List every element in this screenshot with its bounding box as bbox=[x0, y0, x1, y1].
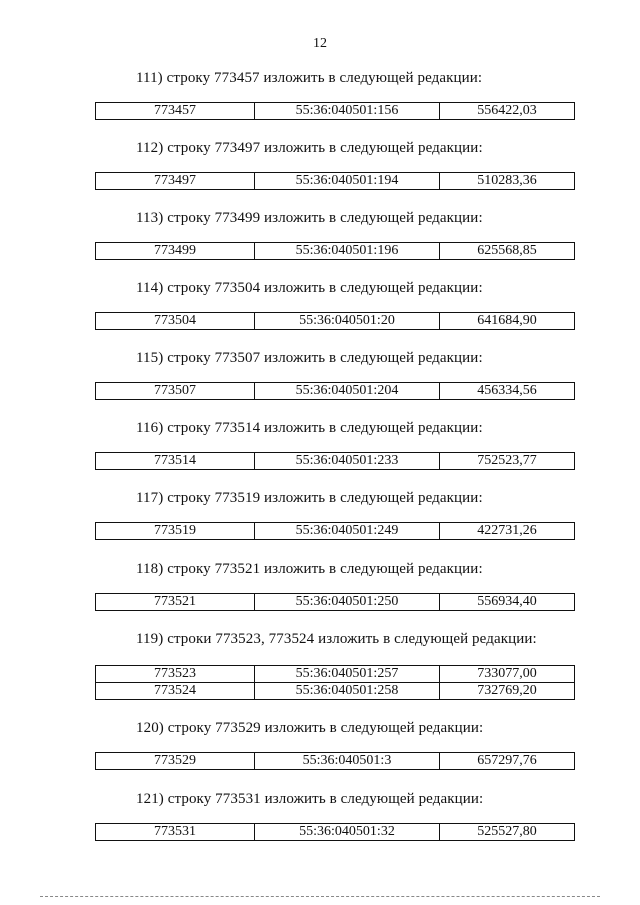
row-code: 773499 bbox=[96, 243, 255, 260]
table-row bbox=[96, 103, 575, 120]
amendment-table bbox=[95, 522, 575, 540]
row-code: 773507 bbox=[96, 383, 255, 400]
table-row bbox=[96, 523, 575, 540]
row-value: 733077,00 bbox=[440, 666, 575, 683]
row-code: 773519 bbox=[96, 523, 255, 540]
row-cadastral-number: 55:36:040501:233 bbox=[255, 453, 440, 470]
amendment-heading: 115) строку 773507 изложить в следующей редакции: bbox=[136, 350, 483, 366]
amendment-heading: 120) строку 773529 изложить в следующей редакции: bbox=[136, 720, 484, 736]
amendment-table bbox=[95, 172, 575, 190]
amendment-table bbox=[95, 312, 575, 330]
row-cadastral-number: 55:36:040501:204 bbox=[255, 383, 440, 400]
row-code: 773521 bbox=[96, 594, 255, 611]
table-row bbox=[96, 824, 575, 841]
amendment-heading: 111) строку 773457 изложить в следующей редакции: bbox=[136, 70, 483, 86]
page-bottom-divider bbox=[40, 896, 600, 897]
row-cadastral-number: 55:36:040501:3 bbox=[255, 753, 440, 770]
row-code: 773524 bbox=[96, 683, 255, 700]
row-cadastral-number: 55:36:040501:20 bbox=[255, 313, 440, 330]
row-code: 773529 bbox=[96, 753, 255, 770]
amendment-table bbox=[95, 382, 575, 400]
amendment-heading: 119) строки 773523, 773524 изложить в следующей редакции: bbox=[136, 631, 537, 647]
row-code: 773457 bbox=[96, 103, 255, 120]
amendment-heading: 118) строку 773521 изложить в следующей редакции: bbox=[136, 561, 483, 577]
amendment-table bbox=[95, 593, 575, 611]
amendment-table bbox=[95, 102, 575, 120]
table-row bbox=[96, 383, 575, 400]
page-number: 12 bbox=[313, 36, 327, 51]
row-cadastral-number: 55:36:040501:196 bbox=[255, 243, 440, 260]
table-row bbox=[96, 243, 575, 260]
row-code: 773504 bbox=[96, 313, 255, 330]
row-value: 625568,85 bbox=[440, 243, 575, 260]
row-value: 556422,03 bbox=[440, 103, 575, 120]
row-cadastral-number: 55:36:040501:32 bbox=[255, 824, 440, 841]
row-value: 556934,40 bbox=[440, 594, 575, 611]
amendment-table bbox=[95, 452, 575, 470]
amendment-heading: 114) строку 773504 изложить в следующей редакции: bbox=[136, 280, 483, 296]
row-value: 510283,36 bbox=[440, 173, 575, 190]
table-row bbox=[96, 453, 575, 470]
row-code: 773523 bbox=[96, 666, 255, 683]
row-cadastral-number: 55:36:040501:249 bbox=[255, 523, 440, 540]
amendment-table bbox=[95, 242, 575, 260]
amendment-heading: 112) строку 773497 изложить в следующей редакции: bbox=[136, 140, 483, 156]
amendment-heading: 113) строку 773499 изложить в следующей редакции: bbox=[136, 210, 483, 226]
amendment-heading: 117) строку 773519 изложить в следующей редакции: bbox=[136, 490, 483, 506]
amendment-heading: 116) строку 773514 изложить в следующей редакции: bbox=[136, 420, 483, 436]
row-code: 773514 bbox=[96, 453, 255, 470]
row-value: 732769,20 bbox=[440, 683, 575, 700]
row-code: 773497 bbox=[96, 173, 255, 190]
row-cadastral-number: 55:36:040501:258 bbox=[255, 683, 440, 700]
row-cadastral-number: 55:36:040501:194 bbox=[255, 173, 440, 190]
row-value: 422731,26 bbox=[440, 523, 575, 540]
row-value: 525527,80 bbox=[440, 824, 575, 841]
table-row bbox=[96, 313, 575, 330]
amendment-table bbox=[95, 752, 575, 770]
amendment-table bbox=[95, 665, 575, 700]
row-cadastral-number: 55:36:040501:257 bbox=[255, 666, 440, 683]
row-value: 752523,77 bbox=[440, 453, 575, 470]
table-row bbox=[96, 683, 575, 700]
row-value: 657297,76 bbox=[440, 753, 575, 770]
table-row bbox=[96, 753, 575, 770]
row-value: 641684,90 bbox=[440, 313, 575, 330]
amendment-table bbox=[95, 823, 575, 841]
row-cadastral-number: 55:36:040501:156 bbox=[255, 103, 440, 120]
table-row bbox=[96, 594, 575, 611]
table-row bbox=[96, 173, 575, 190]
row-value: 456334,56 bbox=[440, 383, 575, 400]
row-cadastral-number: 55:36:040501:250 bbox=[255, 594, 440, 611]
amendment-heading: 121) строку 773531 изложить в следующей редакции: bbox=[136, 791, 484, 807]
row-code: 773531 bbox=[96, 824, 255, 841]
table-row bbox=[96, 666, 575, 683]
